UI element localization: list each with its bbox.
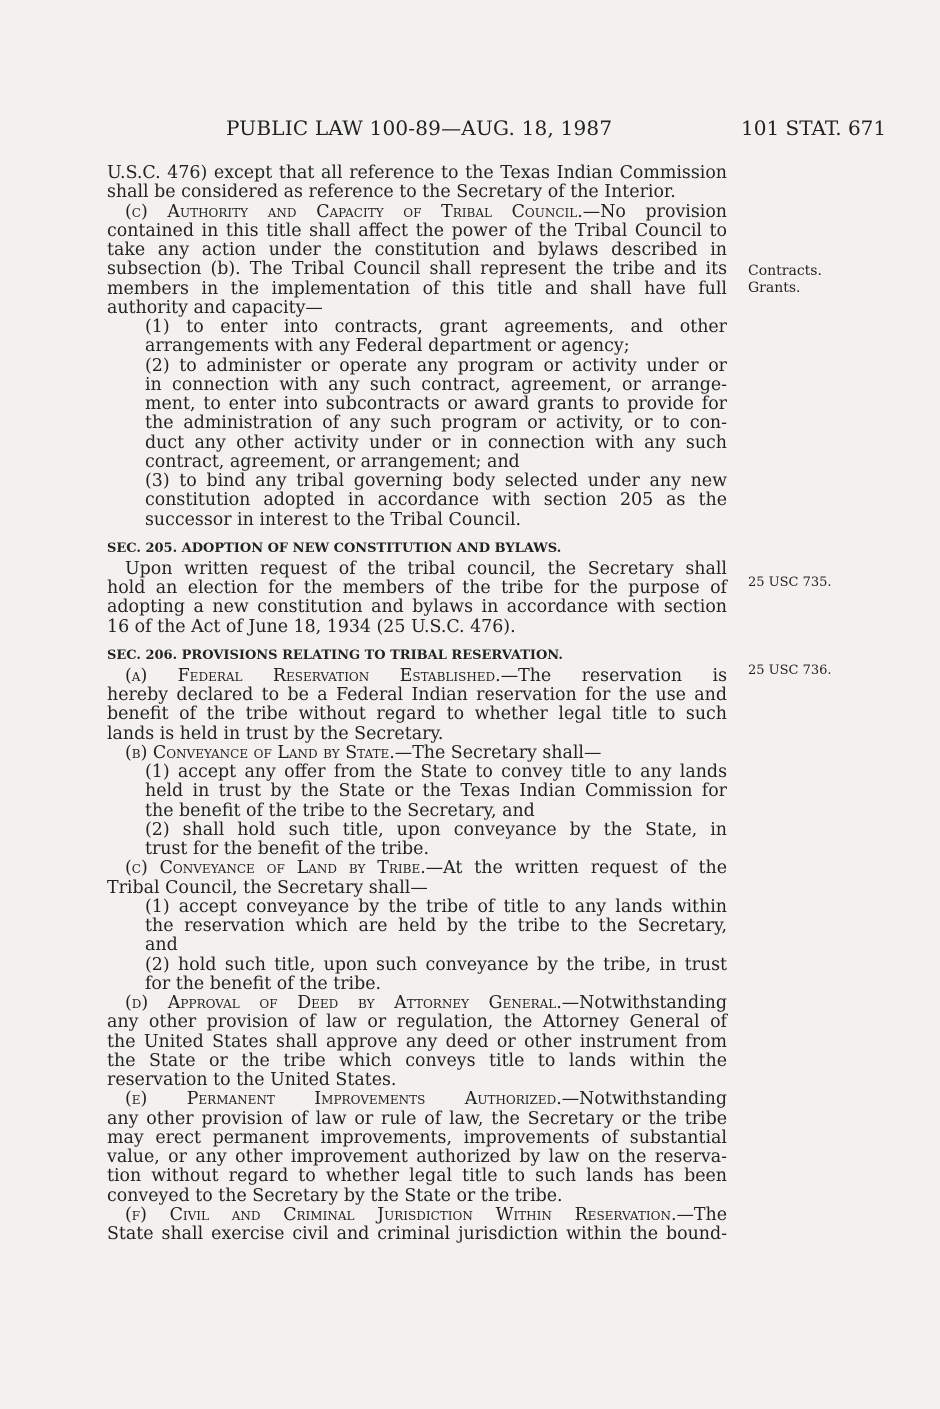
text-line: and <box>145 935 178 956</box>
text-line: ment, to enter into subcontracts or award grants to provide for <box>145 394 727 414</box>
text-line: shall be considered as reference to the Secretary of the Interior. <box>107 182 676 203</box>
margin-note-usc-736: 25 USC 736. <box>748 663 832 678</box>
subsection-c-heading <box>107 203 727 222</box>
text-line: hereby declared to be a Federal Indian reservation for the use and <box>107 685 727 705</box>
text-line: (2) hold such title, upon such conveyance by the tribe, in trust <box>145 954 727 975</box>
text-line: members in the implementation of this title and shall have full <box>107 278 727 299</box>
text-line: in connection with any such contract, agreement, or arrange- <box>145 374 727 395</box>
text-line: conveyed to the Secretary by the State or the tribe. <box>107 1185 563 1206</box>
text-line: the State or the tribe which conveys title to lands within the <box>107 1050 727 1071</box>
subsection-b-heading <box>107 744 727 763</box>
subsection-title: (d) Approval of Deed by Attorney General. <box>125 993 562 1013</box>
subsection-lead: —The Secretary shall— <box>394 742 602 763</box>
text-line: arrangements with any Federal department or agency; <box>145 336 630 357</box>
text-line: reservation to the United States. <box>107 1070 397 1090</box>
text-line: contract, agreement, or arrangement; and <box>145 451 520 472</box>
text-line: benefit of the tribe without regard to whether legal title to such <box>107 704 727 725</box>
text-line: the administration of any such program or activity, or to con- <box>145 413 727 434</box>
body-text <box>107 164 727 1244</box>
text-line: take any action under the constitution and bylaws described in <box>107 240 727 260</box>
text-line: any other provision of law or regulation, the Attorney General of <box>107 1012 727 1033</box>
subsection-title: (a) Federal Reservation Established. <box>125 665 501 686</box>
subsection-lead: —The reservation is <box>500 665 727 686</box>
text-line: held in trust by the State or the Texas Indian Commission for <box>145 781 727 802</box>
subsection-lead: —At the written request of the <box>425 858 727 879</box>
subsection-title: (b) Conveyance of Land by State. <box>125 742 395 763</box>
margin-note-contracts: Contracts. <box>748 263 822 279</box>
subsection-lead: —Notwithstanding <box>561 993 727 1013</box>
subsection-lead: —No provision <box>582 201 727 222</box>
text-line: (2) to administer or operate any program or activity under or <box>145 355 727 376</box>
margin-note-usc-735: 25 USC 735. <box>748 575 832 590</box>
running-header: PUBLIC LAW 100-89—AUG. 18, 1987 <box>226 116 613 140</box>
text-line: any other provision of law or rule of law, the Secretary or the tribe <box>107 1108 727 1129</box>
text-line: U.S.C. 476) except that all reference to the Texas Indian Commission <box>107 163 727 183</box>
text-line: tion without regard to whether legal title to such lands has been <box>107 1166 727 1187</box>
subsection-e-heading <box>107 1090 727 1109</box>
text-line: value, or any other improvement authorized by law on the reserva- <box>107 1147 727 1167</box>
text-line: Upon written request of the tribal council, the Secretary shall <box>125 558 727 579</box>
text-line: may erect permanent improvements, improvements of substantial <box>107 1127 727 1148</box>
subsection-title: (e) Permanent Improvements Authorized. <box>125 1089 562 1110</box>
text-line: lands is held in trust by the Secretary. <box>107 723 444 744</box>
text-line: contained in this title shall affect the power of the Tribal Council to <box>107 220 727 241</box>
text-line: successor in interest to the Tribal Council. <box>145 509 522 530</box>
text-line: (1) to enter into contracts, grant agreements, and other <box>145 317 727 337</box>
subsection-lead: —Notwithstanding <box>561 1089 727 1110</box>
text-line: hold an election for the members of the tribe for the purpose of <box>107 578 727 598</box>
text-line: the benefit of the tribe to the Secretary, and <box>145 800 535 821</box>
text-line: State shall exercise civil and criminal jurisdiction within the bound- <box>107 1224 727 1244</box>
subsection-title: (c) Conveyance of Land by Tribe. <box>125 858 426 879</box>
subsection-title: (c) Authority and Capacity of Tribal Council. <box>125 201 583 222</box>
text-line: adopting a new constitution and bylaws in accordance with section <box>107 597 727 618</box>
text-line: (1) accept any offer from the State to convey title to any lands <box>145 762 727 782</box>
margin-note-grants: Grants. <box>748 280 801 296</box>
text-line: (1) accept conveyance by the tribe of title to any lands within <box>145 896 727 917</box>
margin-note-contracts-grants <box>748 263 822 297</box>
text-line: Tribal Council, the Secretary shall— <box>107 877 428 898</box>
text-line: authority and capacity— <box>107 297 323 318</box>
text-line: for the benefit of the tribe. <box>145 973 382 994</box>
section-206-heading: SEC. 206. PROVISIONS RELATING TO TRIBAL RESERVATION. <box>107 647 563 663</box>
text-line: duct any other activity under or in connection with any such <box>145 432 727 453</box>
page-citation: 101 STAT. 671 <box>741 116 887 140</box>
subsection-f-heading <box>107 1206 727 1225</box>
subsection-a-heading <box>107 667 727 686</box>
subsection-c2-heading <box>107 859 727 878</box>
subsection-d-heading <box>107 994 727 1013</box>
subsection-title: (f) Civil and Criminal Jurisdiction Within Reservation. <box>125 1204 677 1225</box>
text-line: subsection (b). The Tribal Council shall represent the tribe and its <box>107 259 727 280</box>
subsection-lead: —The <box>676 1204 727 1225</box>
text-line: 16 of the Act of June 18, 1934 (25 U.S.C. 476). <box>107 616 516 637</box>
text-line: constitution adopted in accordance with section 205 as the <box>145 490 727 511</box>
text-line: (3) to bind any tribal governing body selected under any new <box>145 471 727 491</box>
text-line: trust for the benefit of the tribe. <box>145 839 429 859</box>
section-205-heading: SEC. 205. ADOPTION OF NEW CONSTITUTION AND BYLAWS. <box>107 540 562 556</box>
text-line: (2) shall hold such title, upon conveyance by the State, in <box>145 819 727 840</box>
text-line: the United States shall approve any deed or other instrument from <box>107 1031 727 1052</box>
text-line: the reservation which are held by the tribe to the Secretary, <box>145 916 727 936</box>
